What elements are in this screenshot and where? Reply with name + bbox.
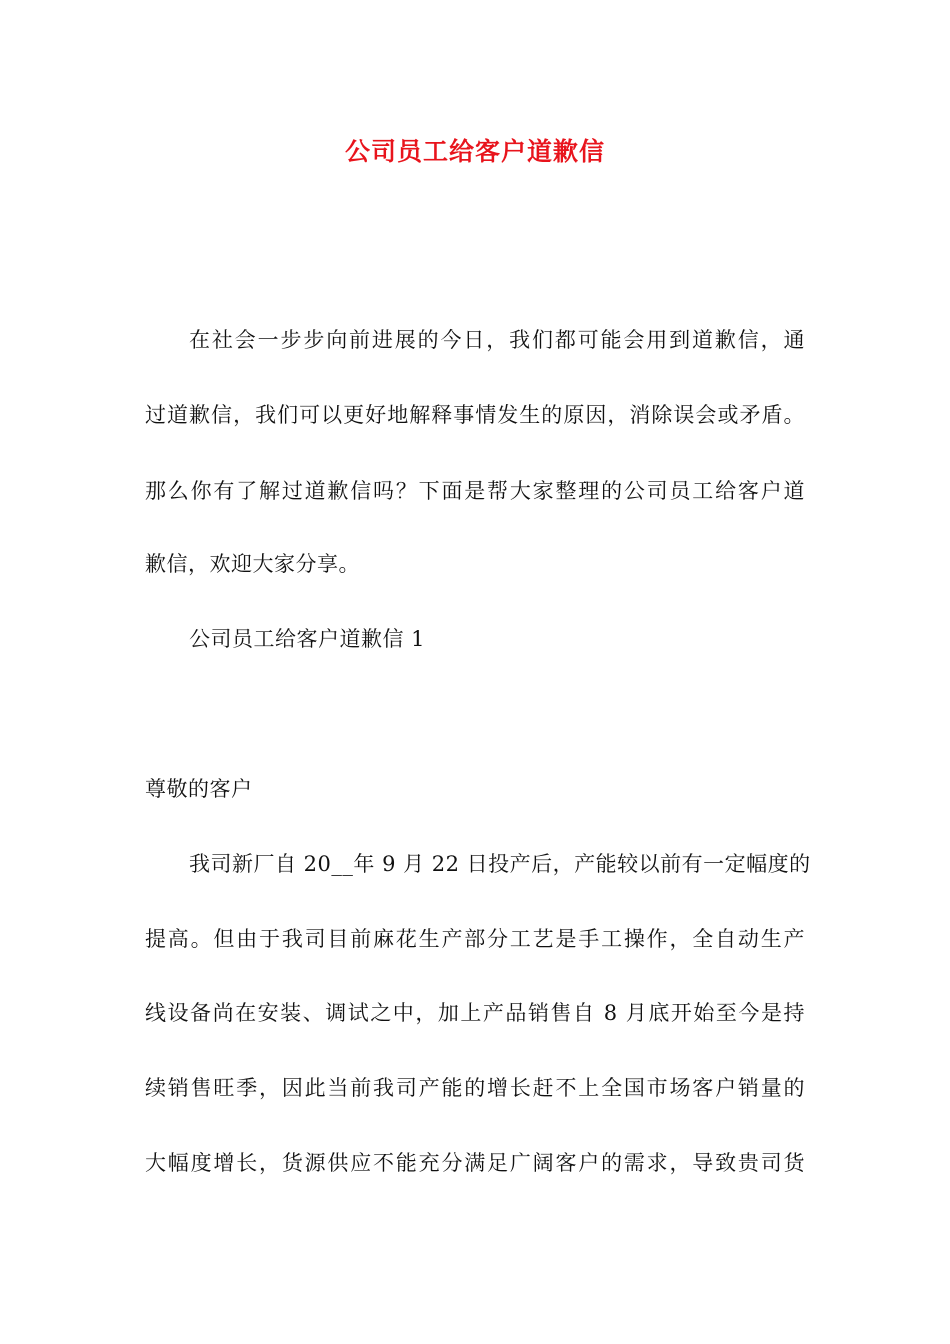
paragraph-line: 歉信，欢迎大家分享。 — [145, 552, 360, 576]
salutation: 尊敬的客户 — [145, 777, 253, 801]
paragraph-line: 在社会一步步向前进展的今日，我们都可能会用到道歉信，通 — [189, 328, 805, 352]
paragraph-line: 过道歉信，我们可以更好地解释事情发生的原因，消除误会或矛盾。 — [145, 403, 805, 427]
paragraph-line: 大幅度增长，货源供应不能充分满足广阔客户的需求，导致贵司货 — [145, 1151, 805, 1175]
paragraph-line: 那么你有了解过道歉信吗？下面是帮大家整理的公司员工给客户道 — [145, 479, 805, 503]
paragraph-line: 续销售旺季，因此当前我司产能的增长赶不上全国市场客户销量的 — [145, 1076, 805, 1100]
paragraph-line: 我司新厂自 20__年 9 月 22 日投产后，产能较以前有一定幅度的 — [189, 852, 811, 876]
paragraph-line: 提高。但由于我司目前麻花生产部分工艺是手工操作，全自动生产 — [145, 927, 805, 951]
section-heading: 公司员工给客户道歉信 1 — [189, 627, 426, 651]
document-title: 公司员工给客户道歉信 — [344, 137, 605, 166]
paragraph-line: 线设备尚在安装、调试之中，加上产品销售自 8 月底开始至今是持 — [145, 1001, 805, 1025]
